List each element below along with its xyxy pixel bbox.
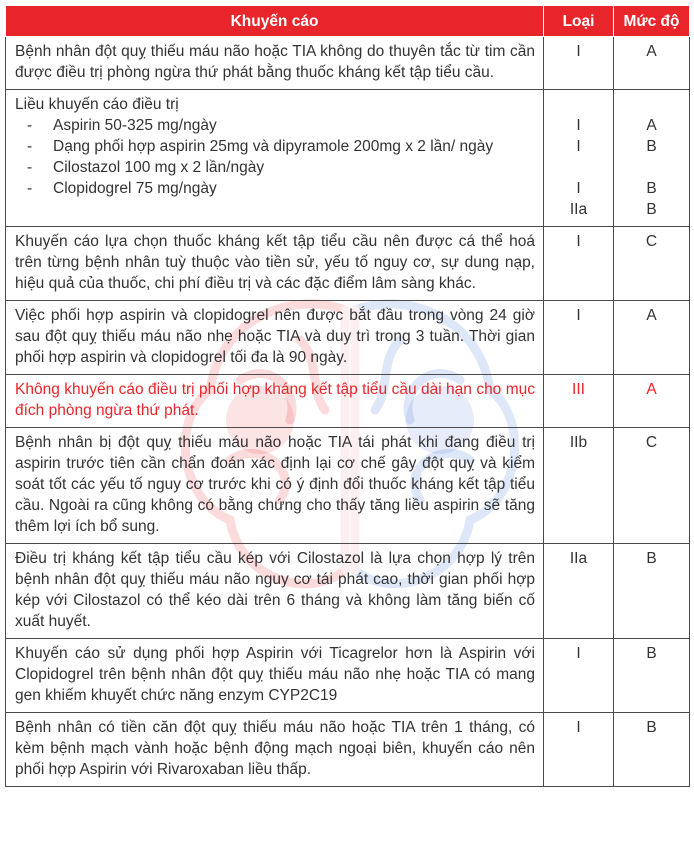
recommendation-text: Không khuyến cáo điều trị phối hợp kháng kết tập tiểu cầu dài hạn cho mục đích phòng ngừa thứ phát. <box>15 381 535 419</box>
level-value: B <box>646 138 657 155</box>
recommendation-cell <box>6 301 544 375</box>
header-class: Loại <box>544 6 614 37</box>
class-value: I <box>576 138 581 155</box>
class-cell: I <box>544 37 614 90</box>
class-value: I <box>576 117 581 134</box>
recommendation-cell <box>6 428 544 544</box>
table-row <box>6 639 690 713</box>
class-cell: I <box>544 227 614 301</box>
recommendation-cell <box>6 90 544 227</box>
recommendation-text: Việc phối hợp aspirin và clopidogrel nên được bắt đầu trong vòng 24 giờ sau đột quỵ thiếu máu não nhẹ hoặc TIA và duy trì trong 3 tuần. Thời gian phối hợp aspirin và clopidogrel tối đa là 90 ngày. <box>15 307 535 366</box>
level-cell: C <box>614 227 690 301</box>
recommendation-text: Khuyến cáo lựa chọn thuốc kháng kết tập tiểu cầu nên được cá thể hoá trên từng bệnh nhân tuỳ thuộc vào tiền sử, yếu tố nguy cơ, sự dung nạp, hiệu quả của thuốc, chi phí điều trị và các đặc điểm lâm sàng khác. <box>15 233 535 292</box>
level-cell: C <box>614 428 690 544</box>
recommendation-table <box>5 5 690 787</box>
level-cell: B <box>614 544 690 639</box>
recommendation-cell <box>6 227 544 301</box>
class-cell: I <box>544 639 614 713</box>
level-value: B <box>646 201 657 218</box>
recommendation-cell <box>6 37 544 90</box>
table-row <box>6 90 690 227</box>
class-cell: I <box>544 301 614 375</box>
table-row <box>6 428 690 544</box>
level-cell: A <box>614 375 690 428</box>
recommendation-text: Bệnh nhân đột quỵ thiếu máu não hoặc TIA không do thuyên tắc từ tim cần được điều trị phòng ngừa thứ phát bằng thuốc kháng kết tập tiểu cầu. <box>15 43 535 81</box>
recommendation-text: Bệnh nhân có tiền căn đột quỵ thiếu máu não hoặc TIA trên 1 tháng, có kèm bệnh mạch vành hoặc bệnh động mạch ngoại biên, khuyến cáo nên phối hợp Aspirin với Rivaroxaban liều thấp. <box>15 719 535 778</box>
class-cell: IIb <box>544 428 614 544</box>
recommendation-text: Điều trị kháng kết tập tiểu cầu kép với Cilostazol là lựa chọn hợp lý trên bệnh nhân đột quỵ thiếu máu não nguy cơ tái phát cao, thời gian phối hợp kép với Cilostazol có thể kéo dài trên 6 tháng và không làm tăng biến cố xuất huyết. <box>15 550 535 630</box>
class-value: I <box>576 180 581 197</box>
class-value: IIa <box>569 201 588 218</box>
class-cell: I <box>544 713 614 787</box>
class-cell <box>544 90 614 227</box>
level-cell <box>614 90 690 227</box>
list-item: - Aspirin 50-325 mg/ngày <box>15 115 535 136</box>
dose-list <box>15 115 535 199</box>
list-item: - Dạng phối hợp aspirin 25mg và dipyramole 200mg x 2 lần/ ngày <box>15 136 535 157</box>
table-row <box>6 544 690 639</box>
table-row <box>6 227 690 301</box>
recommendation-text: Liều khuyến cáo điều trị <box>15 96 179 113</box>
table-row <box>6 713 690 787</box>
table-header-row <box>6 6 690 37</box>
list-item: - Clopidogrel 75 mg/ngày <box>15 178 535 199</box>
header-level: Mức độ <box>614 6 690 37</box>
table-row-highlighted <box>6 375 690 428</box>
table-row <box>6 301 690 375</box>
list-item: - Cilostazol 100 mg x 2 lần/ngày <box>15 157 535 178</box>
level-cell: A <box>614 301 690 375</box>
class-cell: IIa <box>544 544 614 639</box>
recommendation-cell <box>6 639 544 713</box>
level-cell: B <box>614 713 690 787</box>
recommendation-cell <box>6 544 544 639</box>
recommendation-cell <box>6 713 544 787</box>
class-cell: III <box>544 375 614 428</box>
level-cell: A <box>614 37 690 90</box>
recommendation-cell <box>6 375 544 428</box>
recommendation-text: Bệnh nhân bị đột quỵ thiếu máu não hoặc TIA tái phát khi đang điều trị aspirin trước tiên cần chẩn đoán xác định lại cơ chế gây đột quỵ và kiểm soát tốt các yếu tố nguy cơ trước khi có ý định đổi thuốc kháng kết tập tiểu cầu. Ngoài ra cũng không có bằng chứng cho thấy tăng liều aspirin sẽ tăng thêm lợi ích bổ sung. <box>15 434 535 535</box>
level-value: B <box>646 180 657 197</box>
header-recommendation: Khuyến cáo <box>6 6 544 37</box>
recommendation-text: Khuyến cáo sử dụng phối hợp Aspirin với Ticagrelor hơn là Aspirin với Clopidogrel trên bệnh nhân đột quỵ thiếu máu não nhẹ hoặc TIA có mang gen khiếm khuyết chức năng enzym CYP2C19 <box>15 645 535 704</box>
level-value: A <box>646 117 657 134</box>
table-row <box>6 37 690 90</box>
level-cell: B <box>614 639 690 713</box>
